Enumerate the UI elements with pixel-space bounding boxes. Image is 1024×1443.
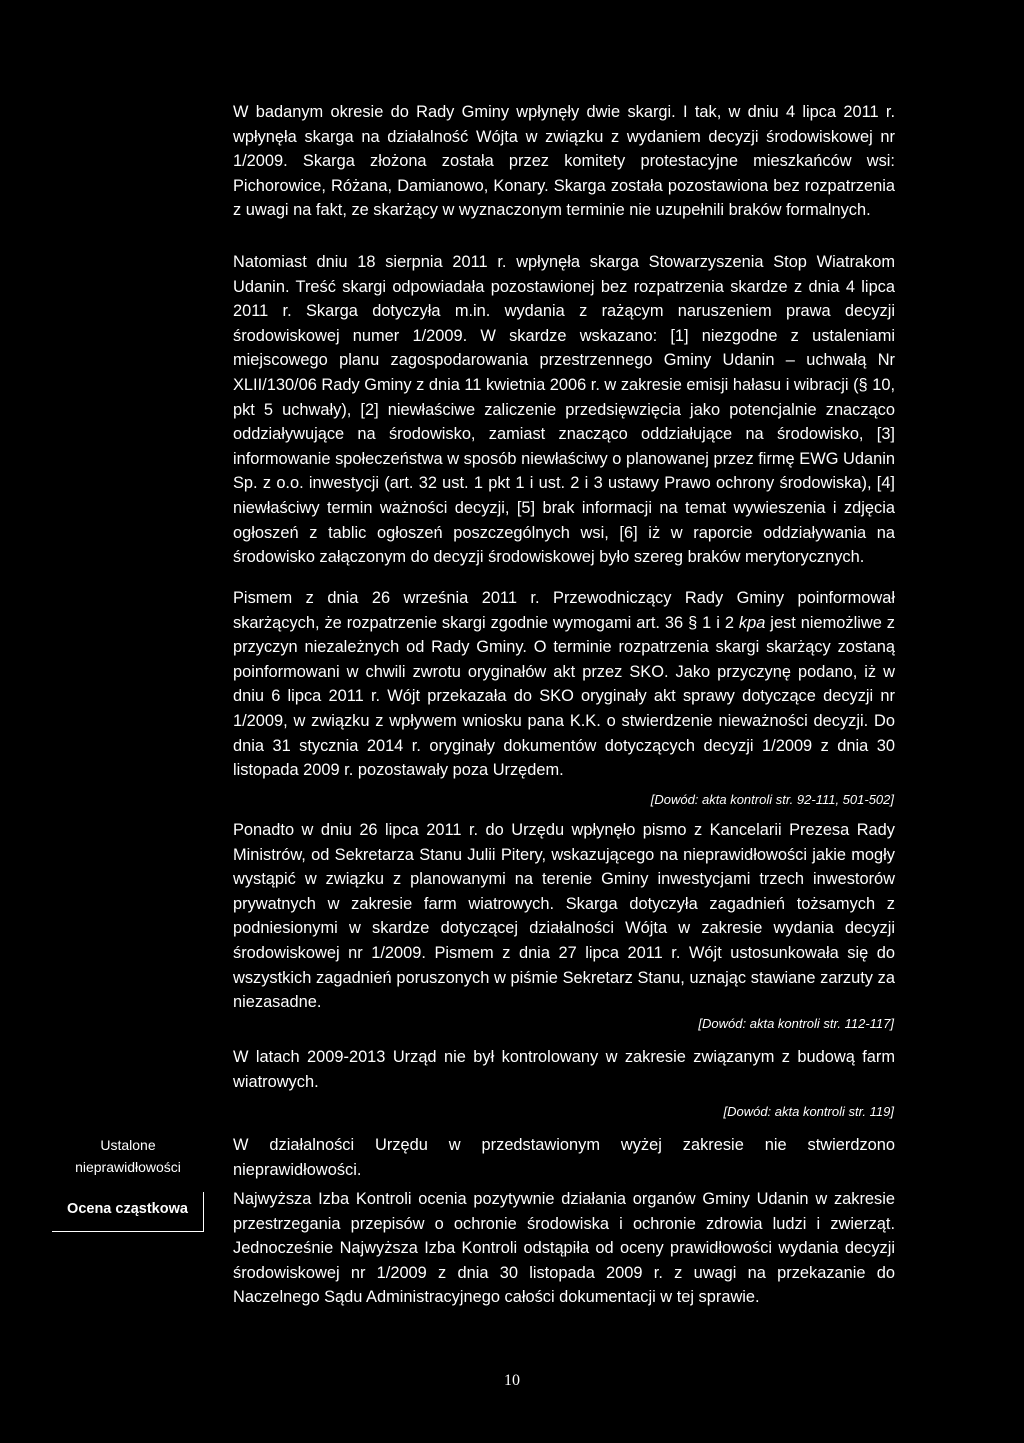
paragraph-no-control: W latach 2009-2013 Urząd nie był kontrolowany w zakresie związanym z budową farm wiatrowych. [233, 1048, 895, 1091]
sidebar-partial-assessment-box [52, 1192, 204, 1232]
evidence-reference-3: [Dowód: akta kontroli str. 119] [723, 1104, 894, 1119]
paragraph-chairman-letter-end: jest niemożliwe z przyczyn niezależnych od Rady Gminy. O terminie rozpatrzenia skargi skarżący zostaną poinformowani w chwili zwrotu oryginałów akt przez SKO. Jako przyczynę podano, iż w dniu 6 lipca 2011 r. Wójt przekazała do SKO oryginały akt sprawy dotyczące decyzji nr 1/2009, w związku z wpływem wniosku pana K.K. o stwierdzenie nieważności decyzji. Do dnia 31 stycznia 2014 r. oryginały dokumentów dotyczących decyzji 1/2009 z dnia 30 listopada 2009 r. pozostawały poza Urzędem. [233, 613, 895, 780]
paragraph-assessment: Najwyższa Izba Kontroli ocenia pozytywnie działania organów Gminy Udanin w zakresie przestrzegania przepisów o ochronie środowiska i ochronie zdrowia ludzi i zwierząt. Jednocześnie Najwyższa Izba Kontroli odstąpiła od oceny prawidłowości wydania decyzji środowiskowej nr 1/2009 z dnia 30 listopada 2009 r. z uwagi na przekazanie do Naczelnego Sądu Administracyjnego całości dokumentacji w tej sprawie. [233, 1190, 895, 1307]
paragraph-no-irregularities: W działalności Urzędu w przedstawionym wyżej zakresie nie stwierdzono nieprawidłowości. [233, 1136, 895, 1179]
sidebar-label-partial-assessment: Ocena cząstkowa [67, 1201, 188, 1217]
page-number: 10 [504, 1372, 520, 1389]
paragraph-chairman-letter [233, 586, 895, 783]
evidence-reference-2: [Dowód: akta kontroli str. 112-117] [698, 1016, 894, 1031]
paragraph-complaints-intro: W badanym okresie do Rady Gminy wpłynęły dwie skargi. I tak, w dniu 4 lipca 2011 r. wpłynęła skarga na działalność Wójta w związku z wydaniem decyzji środowiskowej nr 1/2009. Skarga złożona została przez komitety protestacyjne mieszkańców wsi: Pichorowice, Różana, Damianowo, Konary. Skarga została pozostawiona bez rozpatrzenia z uwagi na fakt, ze skarżący w wyznaczonym terminie nie uzupełnili braków formalnych. [233, 103, 895, 220]
paragraph-chairman-letter-start: Pismem z dnia 26 września 2011 r. Przewodniczący Rady Gminy poinformował skarżących, że rozpatrzenie skargi zgodnie wymogami art. 36 § 1 i 2 [233, 589, 895, 632]
paragraph-second-complaint: Natomiast dniu 18 sierpnia 2011 r. wpłynęła skarga Stowarzyszenia Stop Wiatrakom Udanin. Treść skargi odpowiadała pozostawionej bez rozpatrzenia skardze z dnia 4 lipca 2011 r. Skarga dotyczyła m.in. wydania z rażącym naruszeniem prawa decyzji środowiskowej numer 1/2009. W skardze wskazano: [1] niezgodne z ustaleniami miejscowego planu zagospodarowania przestrzennego Gminy Udanin – uchwałą Nr XLII/130/06 Rady Gminy z dnia 11 kwietnia 2006 r. w zakresie emisji hałasu i wibracji (§ 10, pkt 5 uchwały), [2] niewłaściwe zaliczenie przedsięwzięcia jako potencjalnie znacząco oddziaływujące na środowisko, zamiast znacząco oddziałujące na środowisko, [3] informowanie społeczeństwa w sposób niewłaściwy o planowanej przez firmę EWG Udanin Sp. z o.o. inwestycji (art. 32 ust. 1 pkt 1 i ust. 2 i 3 ustawy Prawo ochrony środowiska), [4] niewłaściwy termin ważności decyzji, [5] brak informacji na temat wywieszenia i zdjęcia ogłoszeń z tablic ogłoszeń poszczególnych wsi, [6] iż w raporcie oddziaływania na środowisko załączonym do decyzji środowiskowej było szereg braków merytorycznych. [233, 253, 896, 567]
sidebar-label-findings-line1: Ustalone [100, 1137, 156, 1153]
kpa-italic: kpa [738, 613, 766, 632]
sidebar-label-findings-line2: nieprawidłowości [75, 1159, 181, 1175]
paragraph-chancellery-letter: Ponadto w dniu 26 lipca 2011 r. do Urzędu wpłynęło pismo z Kancelarii Prezesa Rady Ministrów, od Sekretarza Stanu Julii Pitery, wskazującego na nieprawidłowości jakie mogły wystąpić w związku z planowanymi na terenie Gminy inwestycjami trzech inwestorów prywatnych w zakresie farm wiatrowych. Skarga dotyczyła zagadnień tożsamych z podniesionymi w skardze dotyczącej działalności Wójta w zakresie wydania decyzji środowiskowej nr 1/2009. Pismem z dnia 27 lipca 2011 r. Wójt ustosunkowała się do wszystkich zagadnień poruszonych w piśmie Sekretarz Stanu, uznając stawiane zarzuty za niezasadne. [233, 821, 895, 1012]
sidebar-label-findings [52, 1134, 204, 1178]
evidence-reference-1: [Dowód: akta kontroli str. 92-111, 501-502] [650, 792, 894, 807]
